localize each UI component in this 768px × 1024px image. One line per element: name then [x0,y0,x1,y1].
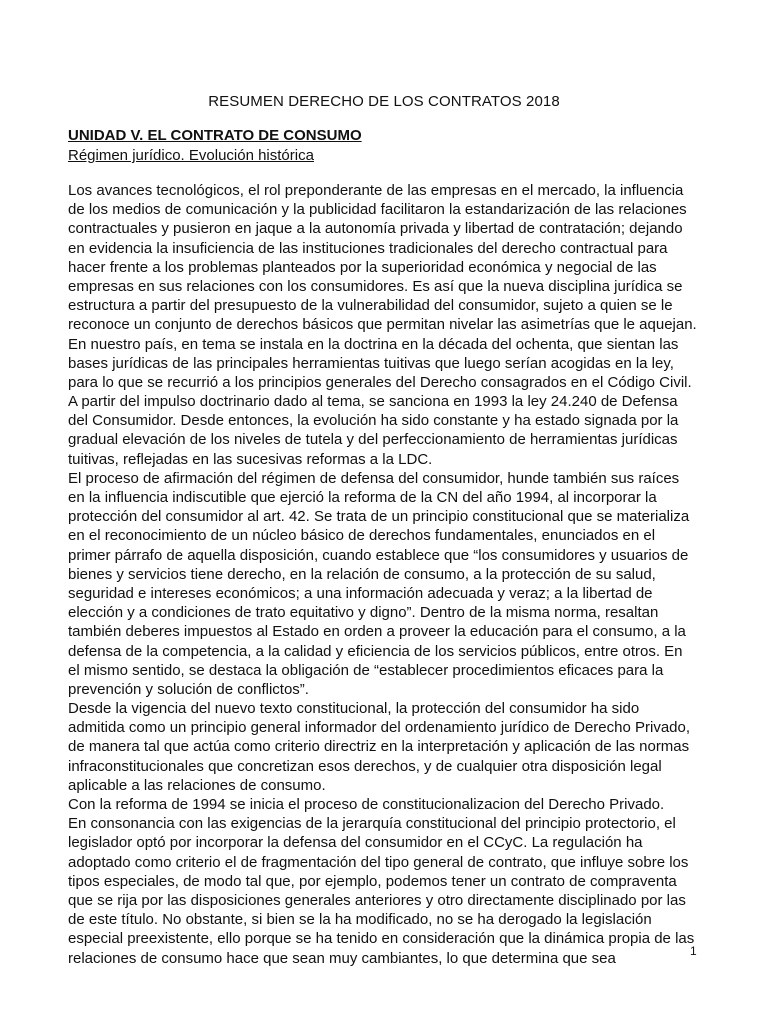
body-line: de este título. No obstante, si bien se la ha modificado, no se ha derogado la legislación [68,911,652,929]
body-line: hacer frente a los problemas planteados por la superioridad económica y negocial de las [68,258,657,276]
body-line: primer párrafo de aquella disposición, cuando establece que “los consumidores y usuarios de [68,546,689,564]
body-line: en la influencia indiscutible que ejerció la reforma de la CN del año 1994, al incorporar la [68,489,657,506]
body-line: infraconstitucionales que concretizan esos derechos, y de cualquier otra disposición legal [68,757,662,775]
body-line: del Consumidor. Desde entonces, la evolución ha sido constante y ha estado signada por la [68,412,679,430]
body-line: Desde la vigencia del nuevo texto constitucional, la protección del consumidor ha sido [68,700,640,718]
body-line: contractuales y pusieron en jaque a la autonomía privada y libertad de contratación; dejando [68,220,683,238]
body-line: seguridad e intereses económicos; a una información adecuada y veraz; a la libertad de [68,584,653,602]
body-line: en evidencia la insuficiencia de las instituciones tradicionales del derecho contractual para [68,239,668,257]
body-line: protección del consumidor al art. 42. Se trata de un principio constitucional que se materializa [68,508,690,526]
body-line: también deberes impuestos al Estado en orden a proveer la educación para el consumo, a la [68,623,686,641]
body-line: prevención y solución de conflictos”. [68,680,309,698]
body-line: elección y a condiciones de trato equitativo y digno”. Dentro de la misma norma, resaltan [68,604,659,622]
body-line: especial preexistente, ello porque se ha tenido en consideración que la dinámica propia de las [68,930,695,948]
body-line: Los avances tecnológicos, el rol preponderante de las empresas en el mercado, la influencia [68,182,684,199]
body-line: gradual elevación de los niveles de tutela y del perfeccionamiento de herramientas jurídicas [68,431,678,449]
body-line: bases jurídicas de las principales herramientas tuitivas que luego serían acogidas en la ley, [68,354,674,372]
body-line: legislador optó por incorporar la defensa del consumidor en el CCyC. La regulación ha [68,834,643,852]
body-line: aplicable a las relaciones de consumo. [68,776,326,794]
body-line: de manera tal que actúa como criterio directriz en la interpretación y aplicación de las normas [68,738,690,756]
document-title: RESUMEN DERECHO DE LOS CONTRATOS 2018 [208,93,560,110]
body-line: bienes y servicios tiene derecho, en la relación de consumo, a la protección de su salud, [68,565,656,583]
body-line: En nuestro país, en tema se instala en la doctrina en la década del ochenta, que sientan las [68,335,679,353]
body-line: para lo que se recurrió a los principios generales del Derecho consagrados en el Código Civil. [68,373,692,391]
body-line: A partir del impulso doctrinario dado al tema, se sanciona en 1993 la ley 24.240 de Defensa [68,393,678,411]
body-line: de los medios de comunicación y la publicidad facilitaron la estandarización de las relaciones [68,201,687,219]
unit-heading: UNIDAD V. EL CONTRATO DE CONSUMO [68,127,362,144]
body-line: defensa de la competencia, a la calidad y eficiencia de los servicios públicos, entre otros. En [68,642,683,660]
body-line: empresas en sus relaciones con los consumidores. Es así que la nueva disciplina jurídica se [68,277,683,295]
body-line: tipos especiales, de modo tal que, por ejemplo, podemos tener un contrato de compraventa [68,872,677,890]
body-text [68,181,708,968]
body-line: tuitivas, reflejadas en las sucesivas reformas a la LDC. [68,450,433,468]
page-number: 1 [690,944,697,958]
section-heading: Régimen jurídico. Evolución histórica [68,147,314,164]
body-line: Con la reforma de 1994 se inicia el proceso de constitucionalizacion del Derecho Privado. [68,796,665,813]
body-line: adoptado como criterio el de fragmentación del tipo general de contrato, que influye sobre los [68,853,689,871]
body-line: admitida como un principio general informador del ordenamiento jurídico de Derecho Privado, [68,719,691,737]
body-line: que se rija por las disposiciones generales anteriores y otro directamente disciplinado por las [68,891,686,909]
body-line: reconoce un conjunto de derechos básicos que permitan nivelar las asimetrías que le aquejan. [68,316,697,334]
body-line: estructura a partir del presupuesto de la vulnerabilidad del consumidor, sujeto a quien se le [68,297,673,315]
body-line: El proceso de afirmación del régimen de defensa del consumidor, hunde también sus raíces [68,469,680,487]
body-line: el mismo sentido, se destaca la obligación de “establecer procedimientos eficaces para la [68,661,664,679]
body-line: En consonancia con las exigencias de la jerarquía constitucional del principio protectorio, el [68,815,676,833]
body-line: relaciones de consumo hace que sean muy cambiantes, lo que determina que sea [68,949,616,967]
body-line: en el reconocimiento de un núcleo básico de derechos fundamentales, enunciados en el [68,527,656,545]
